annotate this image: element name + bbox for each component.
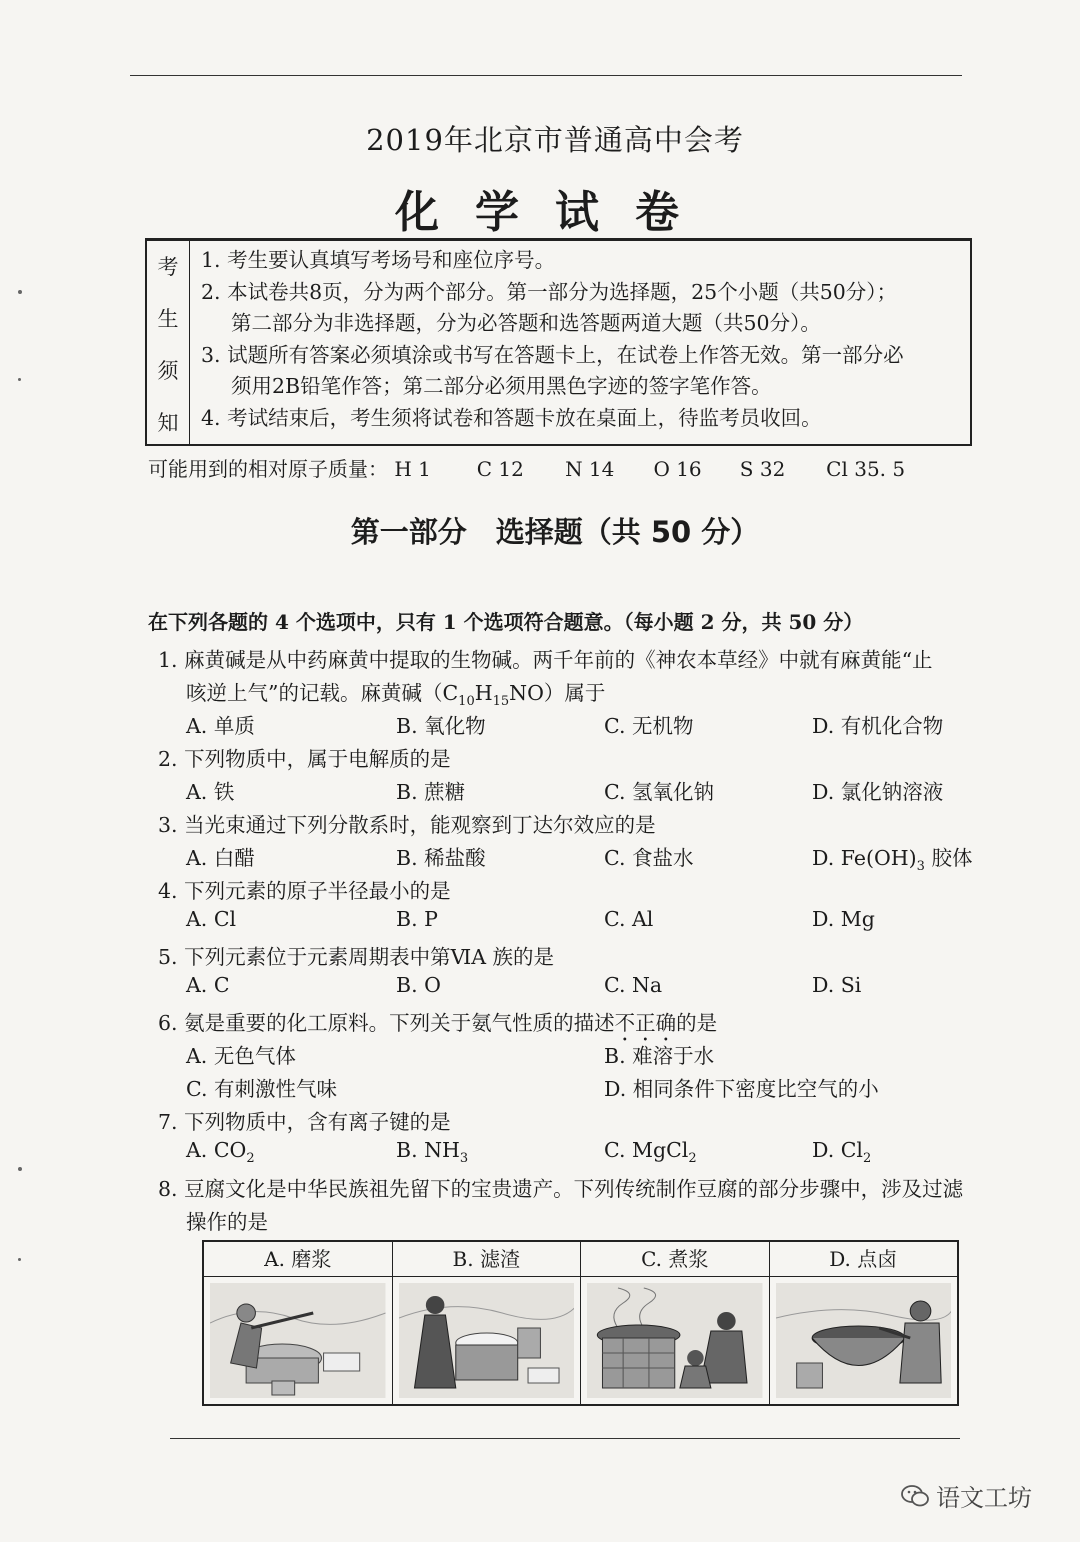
option-b: B. 难溶于水 <box>604 1044 715 1068</box>
option-c <box>604 1138 697 1166</box>
option-d: D. 有机化合物 <box>812 714 944 738</box>
q6-emphasis: 不正确 <box>614 1011 677 1035</box>
q6-text: 6. 氨是重要的化工原料。下列关于氨气性质的描述 <box>158 1011 615 1035</box>
scan-speck <box>18 1167 22 1171</box>
notice-items <box>201 245 964 434</box>
option-d: D. 氯化钠溶液 <box>812 780 944 804</box>
option-b-text: B. NH <box>396 1138 460 1162</box>
exam-title: 2019年北京市普通高中会考 <box>366 123 744 157</box>
question-3: 3. 当光束通过下列分散系时，能观察到丁达尔效应的是 <box>158 813 656 837</box>
option-a-text: A. CO <box>186 1138 247 1162</box>
notice-item: 1. 考生要认真填写考场号和座位序号。 <box>201 248 556 272</box>
question-8-line2: 操作的是 <box>186 1210 268 1234</box>
question-4: 4. 下列元素的原子半径最小的是 <box>158 879 451 903</box>
option-c: C. Al <box>604 907 654 931</box>
q1-text: 咳逆上气”的记载。麻黄碱（C <box>186 681 459 705</box>
wechat-watermark <box>900 1478 1032 1513</box>
tofu-steps-table <box>202 1240 959 1406</box>
option-a <box>186 1138 255 1166</box>
option-d-sub: 2 <box>862 1151 872 1167</box>
table-header-row <box>204 1242 957 1277</box>
atomic-mass: S 32 <box>739 457 786 481</box>
atomic-masses-label: 可能用到的相对原子质量： <box>148 457 388 481</box>
top-rule <box>130 75 962 76</box>
option-a: A. C <box>186 973 230 997</box>
atomic-mass: C 12 <box>476 457 524 481</box>
option-a: A. 无色气体 <box>186 1044 296 1068</box>
option-d: D. Si <box>812 973 862 997</box>
atomic-mass: N 14 <box>565 457 615 481</box>
bottom-rule <box>170 1438 960 1439</box>
atomic-masses <box>148 453 905 482</box>
option-d <box>812 1138 871 1166</box>
table-header-cell: D. 点卤 <box>829 1247 898 1271</box>
scan-speck <box>18 290 22 294</box>
option-a: A. Cl <box>186 907 237 931</box>
option-c-text: C. MgCl <box>604 1138 689 1162</box>
boiling-illustration <box>581 1277 770 1404</box>
option-c: C. 食盐水 <box>604 846 694 870</box>
watermark-text: 语文工坊 <box>936 1484 1032 1512</box>
option-b: B. 稀盐酸 <box>396 846 486 870</box>
table-header-cell: A. 磨浆 <box>204 1242 393 1276</box>
option-d-text: 胶体 <box>924 846 973 870</box>
option-d-sub: 3 <box>916 859 925 875</box>
table-image-row <box>204 1277 957 1404</box>
question-2: 2. 下列物质中，属于电解质的是 <box>158 747 451 771</box>
option-c: C. 氢氧化钠 <box>604 780 714 804</box>
atomic-mass: Cl 35. 5 <box>826 457 906 481</box>
atomic-mass: H 1 <box>394 457 431 481</box>
option-b-sub: 3 <box>459 1151 469 1167</box>
atomic-mass: O 16 <box>653 457 702 481</box>
part1-instruction: 在下列各题的 4 个选项中，只有 1 个选项符合题意。（每小题 2 分，共 50 分） <box>148 610 864 634</box>
notice-label-char: 考 <box>157 255 179 279</box>
option-a: A. 单质 <box>186 714 255 738</box>
notice-label-char: 知 <box>157 411 179 435</box>
question-8-line1: 8. 豆腐文化是中华民族祖先留下的宝贵遗产。下列传统制作豆腐的部分步骤中，涉及过滤 <box>158 1177 964 1201</box>
notice-item: 3. 试题所有答案必须填涂或书写在答题卡上，在试卷上作答无效。第一部分必 <box>201 342 904 367</box>
option-c: C. 无机物 <box>604 714 694 738</box>
option-c-sub: 2 <box>688 1151 697 1167</box>
option-b: B. P <box>396 907 438 931</box>
subject-title: 化学试卷 <box>395 187 715 238</box>
scan-speck <box>18 378 21 381</box>
option-b <box>396 1138 468 1166</box>
option-b: B. O <box>396 973 441 997</box>
notice-item-cont: 第二部分为非选择题，分为必答题和选答题两道大题（共50分）。 <box>231 311 821 335</box>
notice-item-cont: 须用2B铅笔作答；第二部分必须用黑色字迹的签字笔作答。 <box>231 374 772 398</box>
option-a: A. 铁 <box>186 780 235 804</box>
option-d-text: D. Cl <box>812 1138 863 1162</box>
notice-label-char: 生 <box>157 307 179 331</box>
option-a: A. 白醋 <box>186 846 255 870</box>
q1-sub: 15 <box>492 694 510 710</box>
q1-sub: 10 <box>458 694 475 710</box>
scan-speck <box>18 1258 21 1261</box>
option-d <box>812 841 972 874</box>
notice-label-char: 须 <box>157 359 179 383</box>
question-5: 5. 下列元素位于元素周期表中第ⅥA 族的是 <box>158 945 555 969</box>
filtering-illustration <box>393 1277 582 1404</box>
coagulating-illustration <box>770 1277 958 1404</box>
notice-item: 2. 本试卷共8页，分为两个部分。第一部分为选择题，25个小题（共50分）； <box>201 279 898 304</box>
grinding-illustration <box>204 1277 393 1404</box>
option-d-text: D. Fe(OH) <box>812 846 917 870</box>
q1-text: NO）属于 <box>509 681 606 705</box>
q1-text: H <box>474 681 493 705</box>
option-c: C. 有刺激性气味 <box>186 1077 337 1101</box>
option-d: D. 相同条件下密度比空气的小 <box>604 1077 879 1101</box>
notice-label <box>147 241 190 444</box>
table-header-cell: C. 煮浆 <box>581 1242 770 1276</box>
wechat-icon <box>900 1484 930 1508</box>
option-b: B. 氧化物 <box>396 714 486 738</box>
candidate-notice-box <box>145 238 972 446</box>
option-c: C. Na <box>604 973 663 997</box>
option-b: B. 蔗糖 <box>396 780 466 804</box>
question-7: 7. 下列物质中，含有离子键的是 <box>158 1110 451 1134</box>
option-a-sub: 2 <box>246 1151 255 1167</box>
question-1-line2 <box>186 676 605 709</box>
part1-title: 第一部分 选择题（共 50 分） <box>350 515 760 549</box>
option-d: D. Mg <box>812 907 875 931</box>
table-header-cell: B. 滤渣 <box>393 1242 582 1276</box>
notice-item: 4. 考试结束后，考生须将试卷和答题卡放在桌面上，待监考员收回。 <box>201 405 822 430</box>
q6-text: 的是 <box>676 1011 718 1035</box>
question-1-line1: 1. 麻黄碱是从中药麻黄中提取的生物碱。两千年前的《神农本草经》中就有麻黄能“止 <box>158 648 933 672</box>
